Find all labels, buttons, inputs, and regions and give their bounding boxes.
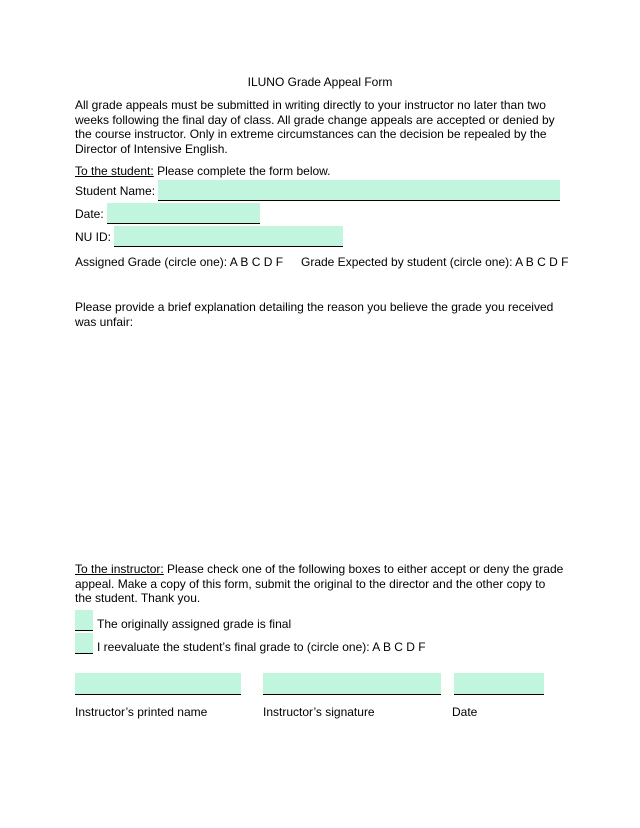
date-label: Date: <box>75 207 104 221</box>
option-reevaluate-checkbox[interactable] <box>75 633 93 654</box>
student-instruction: Please complete the form below. <box>153 164 331 178</box>
assigned-grade-text: Assigned Grade (circle one): A B C D F <box>75 255 284 269</box>
option-reevaluate-label: I reevaluate the student’s final grade to (circle one): A B C D F <box>97 640 426 654</box>
instructor-heading-label: To the instructor: <box>75 562 164 576</box>
date-signature-label: Date <box>452 705 478 719</box>
instructor-section-text <box>75 562 565 606</box>
nu-id-field[interactable] <box>114 226 343 247</box>
signature-date-field[interactable] <box>454 673 544 695</box>
intro-paragraph: All grade appeals must be submitted in writing directly to your instructor no later than two weeks following the final day of class. All grade change appeals are accepted or denied by the course instructor. Only in extreme circumstances can the decision be repealed by the Director of Intensive English. <box>75 98 555 156</box>
option-final-checkbox[interactable] <box>75 610 93 631</box>
form-title: ILUNO Grade Appeal Form <box>247 75 393 89</box>
printed-name-field[interactable] <box>75 673 241 695</box>
student-name-field[interactable] <box>158 180 560 201</box>
instructor-instruction: Please check one of the following boxes to either accept or deny the grade appeal. Make a copy of this form, submit the original to the director and the other copy to the student. Thank you. <box>75 562 564 605</box>
explanation-prompt: Please provide a brief explanation detailing the reason you believe the grade you received was unfair: <box>75 300 554 329</box>
nu-id-row <box>75 226 343 247</box>
date-field[interactable] <box>107 203 260 224</box>
nu-id-label: NU ID: <box>75 230 111 244</box>
signature-field[interactable] <box>263 673 441 695</box>
printed-name-label: Instructor’s printed name <box>75 705 208 719</box>
student-name-label: Student Name: <box>75 184 156 198</box>
option-final-row <box>75 610 291 631</box>
student-heading-label: To the student: <box>75 164 154 178</box>
student-section-heading <box>75 164 565 179</box>
option-final-label: The originally assigned grade is final <box>97 617 292 631</box>
student-name-row <box>75 180 560 201</box>
date-row <box>75 203 260 224</box>
signature-label: Instructor’s signature <box>263 705 375 719</box>
option-reevaluate-row <box>75 633 426 654</box>
expected-grade-text: Grade Expected by student (circle one): A B C D F <box>301 255 569 269</box>
